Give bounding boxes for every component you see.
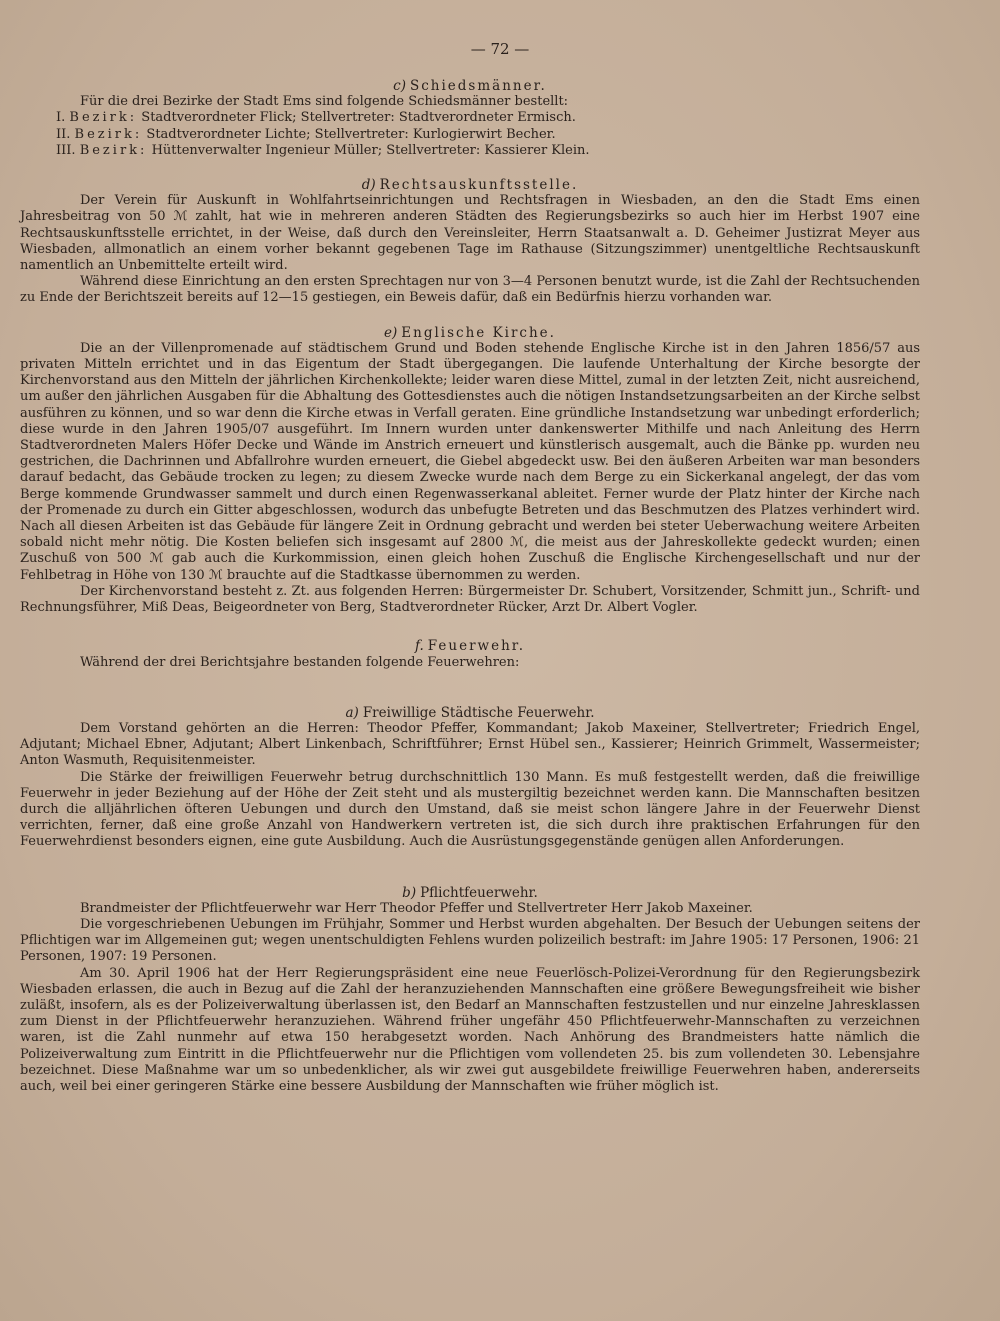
district-number: I. bbox=[56, 110, 66, 126]
district-number: III. bbox=[56, 142, 76, 158]
section-c-intro: Für die drei Bezirke der Stadt Ems sind folgende Schiedsmänner bestellt: bbox=[80, 94, 569, 110]
section-f-title: Feuerwehr. bbox=[427, 638, 526, 655]
section-e-paragraph-2: Der Kirchenvorstand besteht z. Zt. aus folgenden Herren: Bürgermeister Dr. Schubert, Vorsitzender, Schmitt jun., Schrift- und Rechnungsführer, Miß Deas, Beigeordneter von Berg, Stadtverordneter Rücker, Arzt Dr. Albert Vogler. bbox=[20, 583, 920, 616]
subsection-b-paragraph-1: Brandmeister der Pflichtfeuerwehr war Herr Theodor Pfeffer und Stellvertreter Herr Jakob Maxeiner. bbox=[80, 900, 753, 916]
subsection-b-paragraph-3: Am 30. April 1906 hat der Herr Regierungspräsident eine neue Feuerlösch-Polizei-Verordnung für den Regierungsbezirk Wiesbaden erlassen, die auch in Bezug auf die Zahl der heranzuziehenden Mannschaften eine größere Bewegungsfreiheit wie bisher zuläßt, insofern, als es der Polizeiverwaltung überlassen ist, den Bedarf an Mannschaften festzustellen und nur einzelne Jahresklassen zum Dienst in der Pflichtfeuerwehr heranzuziehen. Während früher ungefähr 450 Pflichtfeuerwehr-Mannschaften zu verzeichnen waren, ist die Zahl nunmehr auf etwa 150 herabgesetzt worden. Nach Anhörung des Brandmeisters hatte nämlich die Polizeiverwaltung zum Eintritt in die Pflichtfeuerwehr nur die Pflichtigen vom vollendeten 25. bis zum vollendeten 30. Lebensjahre bezeichnet. Diese Maßnahme war um so unbedenklicher, als wir zwei gut ausgebildete freiwillige Feuerwehren haben, andererseits auch, weil bei einer geringeren Stärke eine bessere Ausbildung der Mannschaften wie früher möglich ist. bbox=[20, 965, 920, 1094]
section-d-letter: d) bbox=[361, 177, 376, 194]
district-row bbox=[20, 110, 920, 126]
section-e-title: Englische Kirche. bbox=[401, 324, 556, 341]
section-f-letter: f. bbox=[414, 638, 424, 655]
page-number: — 72 — bbox=[470, 40, 530, 58]
subsection-a-paragraph-1: Dem Vorstand gehörten an die Herren: Theodor Pfeffer, Kommandant; Jakob Maxeiner, Stellvertreter; Friedrich Engel, Adjutant; Michael Ebner, Adjutant; Albert Linkenbach, Schriftführer; Ernst Hübel sen., Kassierer; Heinrich Grimmelt, Wassermeister; Anton Wasmuth, Requisitenmeister. bbox=[20, 720, 920, 769]
page-content bbox=[20, 78, 920, 1095]
subsection-b-title: Pflichtfeuerwehr. bbox=[420, 884, 538, 901]
section-d-title: Rechtsauskunftsstelle. bbox=[379, 177, 579, 194]
section-c-title: Schiedsmänner. bbox=[409, 78, 547, 94]
section-e-heading bbox=[20, 325, 920, 341]
district-text: Hüttenverwalter Ingenieur Müller; Stellvertreter: Kassierer Klein. bbox=[151, 142, 590, 158]
section-c-letter: c) bbox=[393, 78, 406, 94]
district-label: Bezirk: bbox=[79, 142, 148, 158]
section-c-heading bbox=[20, 78, 920, 94]
section-d-paragraph-1: Der Verein für Auskunft in Wohlfahrtseinrichtungen und Rechtsfragen in Wiesbaden, an den die Stadt Ems einen Jahresbeitrag von 50 ℳ zahlt, hat wie in mehreren anderen Städten des Regierungsbezirks so auch hier im Herbst 1907 eine Rechtsauskunftsstelle errichtet, in der Weise, daß durch den Vereinsleiter, Herrn Staatsanwalt a. D. Geheimer Justizrat Meyer aus Wiesbaden, allmonatlich an einem vorher bekannt gegebenen Tage im Rathause (Sitzungszimmer) unentgeltliche Rechtsauskunft namentlich an Unbemittelte erteilt wird. bbox=[20, 193, 920, 274]
district-number: II. bbox=[56, 126, 71, 142]
subsection-a-heading bbox=[20, 705, 920, 721]
district-text: Stadtverordneter Flick; Stellvertreter: Stadtverordneter Ermisch. bbox=[141, 110, 576, 126]
subsection-a-paragraph-2: Die Stärke der freiwilligen Feuerwehr betrug durchschnittlich 130 Mann. Es muß festgestellt werden, daß die freiwillige Feuerwehr in jeder Beziehung auf der Höhe der Zeit steht und als mustergiltig bezeichnet werden kann. Die Mannschaften besitzen durch die alljährlichen öfteren Uebungen und durch den Umstand, daß sie meist schon längere Jahre in der Feuerwehr Dienst verrichten, ferner, daß eine große Anzahl von Handwerkern vertreten ist, die sich durch ihre praktischen Erfahrungen für den Feuerwehrdienst besonders eignen, eine gute Ausbildung. Auch die Ausrüstungsgegenstände genügen allen Anforderungen. bbox=[20, 769, 920, 850]
district-row bbox=[20, 143, 920, 159]
section-d-heading bbox=[20, 177, 920, 193]
subsection-b-letter: b) bbox=[402, 884, 417, 901]
section-e-letter: e) bbox=[384, 324, 398, 341]
section-f-intro: Während der drei Berichtsjahre bestanden folgende Feuerwehren: bbox=[80, 654, 520, 670]
section-f-heading bbox=[20, 638, 920, 654]
district-label: Bezirk: bbox=[74, 126, 143, 142]
district-row bbox=[20, 127, 920, 143]
section-e-paragraph-1: Die an der Villenpromenade auf städtischem Grund und Boden stehende Englische Kirche ist in den Jahren 1856/57 aus privaten Mitteln errichtet und in das Eigentum der Stadt übergegangen. Die laufende Unterhaltung der Kirche besorgte der Kirchenvorstand aus den Mitteln der jährlichen Kirchenkollekte; leider waren diese Mittel, zumal in der letzten Zeit, nicht ausreichend, um außer den jährlichen Ausgaben für die Abhaltung des Gottesdienstes auch die nötigen Instandsetzungsarbeiten an der Kirche selbst ausführen zu können, und so war denn die Kirche etwas in Verfall geraten. Eine gründliche Instandsetzung war unbedingt erforderlich; diese wurde in den Jahren 1905/07 ausgeführt. Im Innern wurden unter dankenswerter Mithilfe und nach Anleitung des Herrn Stadtverordneten Malers Höfer Decke und Wände im Anstrich erneuert und künstlerisch ausgemalt, auch die Bänke pp. wurden neu gestrichen, die Dachrinnen und Abfallrohre wurden erneuert, die Giebel abgedeckt usw. Bei den äußeren Arbeiten war man besonders darauf bedacht, das Gebäude trocken zu legen; zu diesem Zwecke wurde nach dem Berge zu ein Sickerkanal angelegt, der das vom Berge kommende Grundwasser sammelt und durch einen Regenwasserkanal ableitet. Ferner wurde der Platz hinter der Kirche nach der Promenade zu durch ein Gitter abgeschlossen, wodurch das unbefugte Betreten und das Beschmutzen des Platzes verhindert wird. Nach all diesen Arbeiten ist das Gebäude für längere Zeit in Ordnung gebracht und werden bei steter Ueberwachung weitere Arbeiten sobald nicht mehr nötig. Die Kosten beliefen sich insgesamt auf 2800 ℳ, die meist aus der Jahreskollekte gedeckt wurden; einen Zuschuß von 500 ℳ gab auch die Kurkommission, einen gleich hohen Zuschuß die Englische Kirchengesellschaft und nur der Fehlbetrag in Höhe von 130 ℳ brauchte auf die Stadtkasse übernommen zu werden. bbox=[20, 340, 920, 583]
subsection-a-letter: a) bbox=[345, 704, 359, 721]
district-label: Bezirk: bbox=[69, 110, 138, 126]
subsection-b-paragraph-2: Die vorgeschriebenen Uebungen im Frühjahr, Sommer und Herbst wurden abgehalten. Der Besuch der Uebungen seitens der Pflichtigen war im Allgemeinen gut; wegen unentschuldigten Fehlens wurden polizeilich bestraft: im Jahre 1905: 17 Personen, 1906: 21 Personen, 1907: 19 Personen. bbox=[20, 916, 920, 965]
section-d-paragraph-2: Während diese Einrichtung an den ersten Sprechtagen nur von 3—4 Personen benutzt wurde, ist die Zahl der Rechtsuchenden zu Ende der Berichtszeit bereits auf 12—15 gestiegen, ein Beweis dafür, daß ein Bedürfnis hierzu vorhanden war. bbox=[20, 274, 920, 306]
subsection-b-heading bbox=[20, 885, 920, 901]
district-text: Stadtverordneter Lichte; Stellvertreter: Kurlogierwirt Becher. bbox=[146, 126, 556, 142]
subsection-a-title: Freiwillige Städtische Feuerwehr. bbox=[362, 704, 595, 721]
